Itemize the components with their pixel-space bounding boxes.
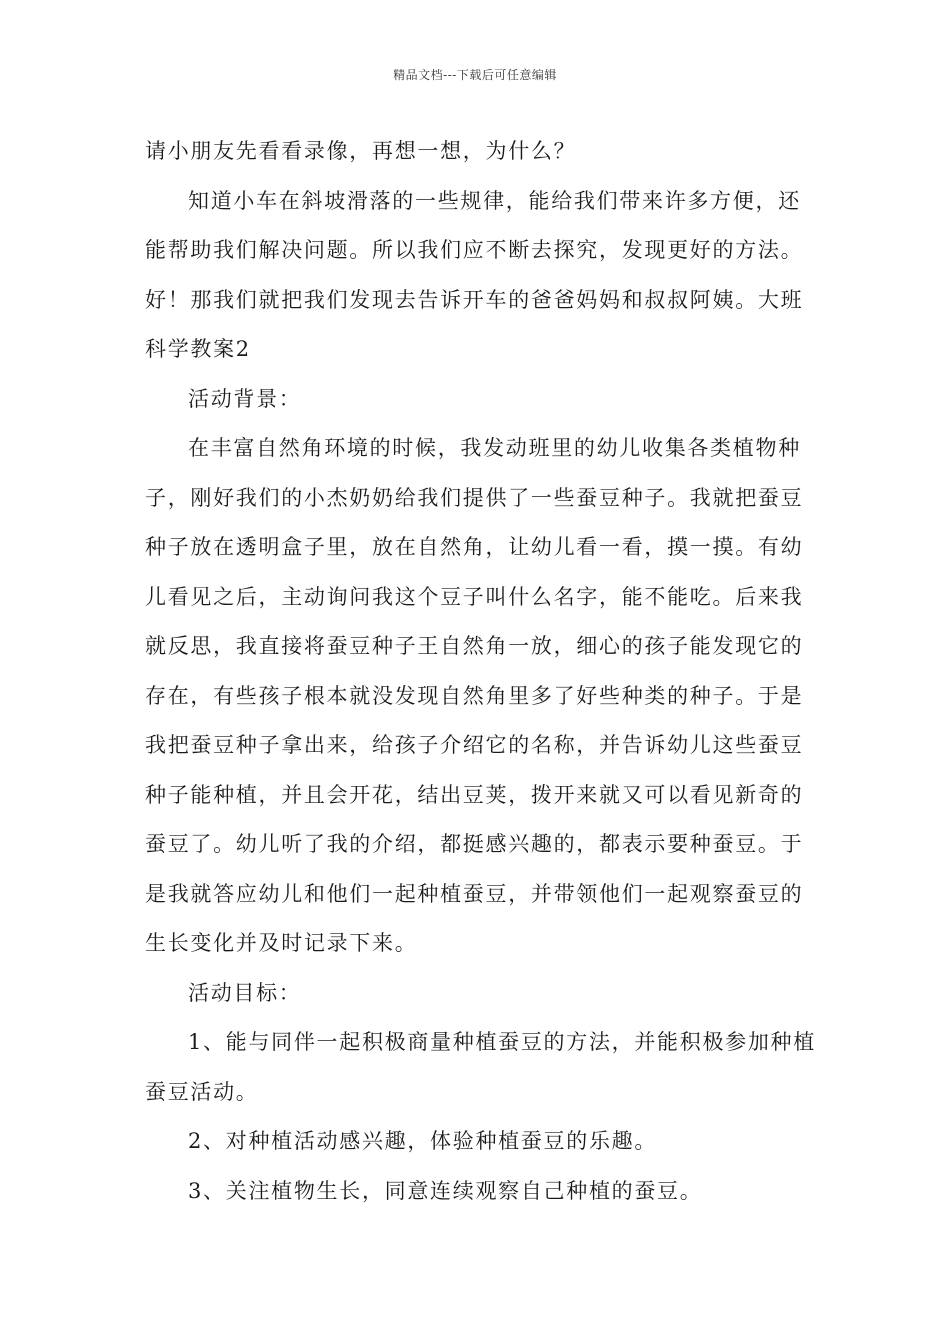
text-line: 蚕豆活动。 xyxy=(145,1079,259,1104)
text-line: 种子能种植，并且会开花，结出豆荚，拨开来就又可以看见新奇的 xyxy=(145,782,804,807)
section-heading: 活动目标： xyxy=(188,980,302,1005)
text-line: 存在，有些孩子根本就没发现自然角里多了好些种类的种子。于是 xyxy=(145,683,804,708)
list-item: 2、对种植活动感兴趣，体验种植蚕豆的乐趣。 xyxy=(188,1129,658,1153)
text-line: 子，刚好我们的小杰奶奶给我们提供了一些蚕豆种子。我就把蚕豆 xyxy=(145,485,804,510)
text-line: 就反思，我直接将蚕豆种子王自然角一放，细心的孩子能发现它的 xyxy=(145,634,804,658)
text-line: 好！那我们就把我们发现去告诉开车的爸爸妈妈和叔叔阿姨。大班 xyxy=(145,287,804,312)
text-line: 科学教案2 xyxy=(145,337,251,361)
text-line: 蚕豆了。幼儿听了我的介绍，都挺感兴趣的，都表示要种蚕豆。于 xyxy=(145,832,804,856)
text-line: 是我就答应幼儿和他们一起种植蚕豆，并带领他们一起观察蚕豆的 xyxy=(145,881,804,906)
text-line: 种子放在透明盒子里，放在自然角，让幼儿看一看，摸一摸。有幼 xyxy=(145,535,804,559)
text-line: 请小朋友先看看录像，再想一想，为什么？ xyxy=(145,139,577,163)
list-item: 1、能与同伴一起积极商量种植蚕豆的方法，并能积极参加种植 xyxy=(188,1030,816,1054)
document-body xyxy=(145,131,816,1220)
list-item: 3、关注植物生长，同意连续观察自己种植的蚕豆。 xyxy=(188,1178,703,1203)
text-line: 我把蚕豆种子拿出来，给孩子介绍它的名称，并告诉幼儿这些蚕豆 xyxy=(145,733,804,757)
section-heading: 活动背景： xyxy=(188,386,302,411)
text-line: 生长变化并及时记录下来。 xyxy=(145,931,418,955)
text-line: 能帮助我们解决问题。所以我们应不断去探究，发现更好的方法。 xyxy=(145,238,804,262)
page-header: 精品文档---下载后可任意编辑 xyxy=(393,68,557,82)
text-line: 知道小车在斜坡滑落的一些规律，能给我们带来许多方便，还 xyxy=(188,188,801,213)
text-line: 在丰富自然角环境的时候，我发动班里的幼儿收集各类植物种 xyxy=(188,436,801,460)
text-line: 儿看见之后，主动询问我这个豆子叫什么名字，能不能吃。后来我 xyxy=(145,584,804,609)
